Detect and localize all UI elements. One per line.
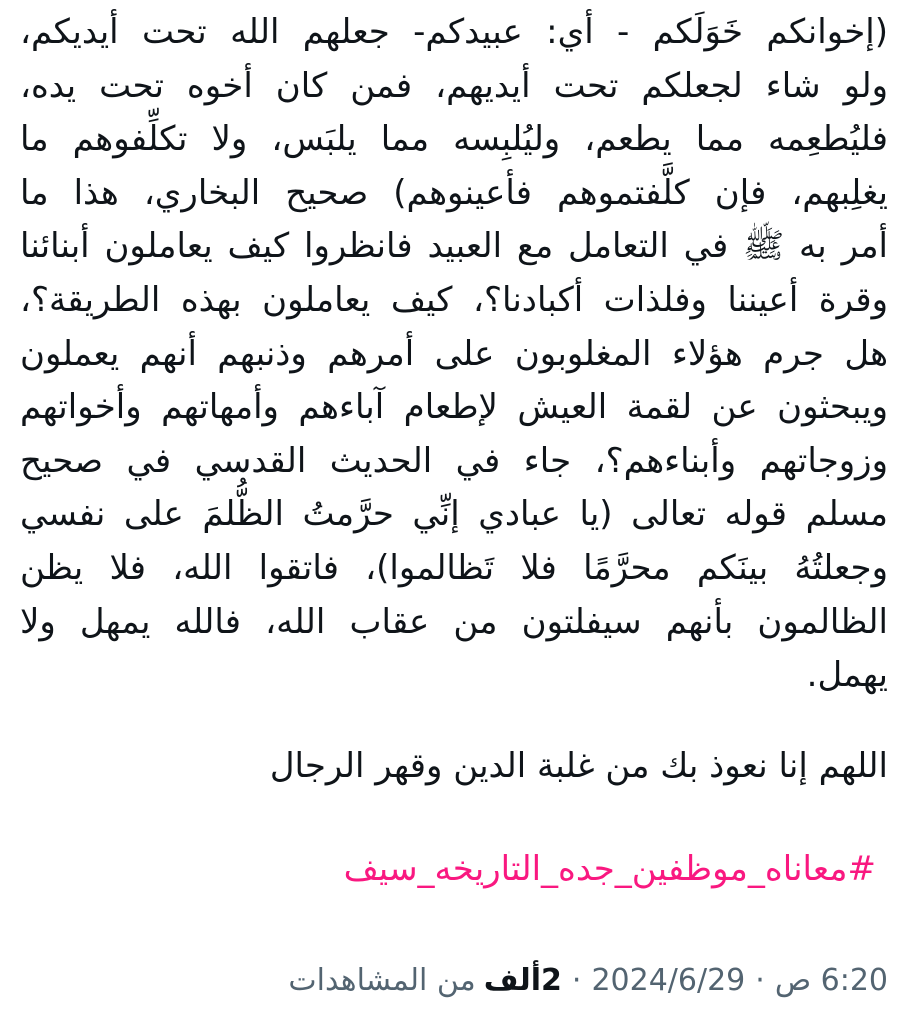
views-count: 2ألف bbox=[483, 963, 562, 998]
tweet-text-line: وجعلتُهُ بينَكم محرَّمًا فلا تَظالموا)، فاتقوا الله، فلا يظن bbox=[20, 547, 888, 588]
tweet-metadata bbox=[288, 958, 888, 1004]
tweet-text-line: فليُطعِمه مما يطعم، وليُلبِسه مما يلبَس، ولا تكلِّفوهم ما bbox=[20, 119, 888, 160]
tweet-date[interactable]: 2024/6/29 bbox=[591, 963, 746, 998]
tweet-text-line: يهمل. bbox=[806, 655, 888, 696]
views-label: من المشاهدات bbox=[288, 963, 476, 998]
tweet-text-line: وزوجاتهم وأبناءهم؟، جاء في الحديث القدسي في صحيح bbox=[20, 440, 888, 481]
tweet-text-line: يغلِبهم، فإن كلَّفتموهم فأعينوهم) صحيح البخاري، هذا ما bbox=[20, 172, 888, 213]
tweet-views bbox=[288, 958, 561, 1004]
tweet-text-line: هل جرم هؤلاء المغلوبون على أمرهم وذنبهم أنهم يعملون bbox=[20, 333, 888, 374]
meta-separator: · bbox=[755, 963, 765, 998]
tweet-text-line: ولو شاء لجعلكم تحت أيديهم، فمن كان أخوه تحت يده، bbox=[20, 65, 888, 106]
tweet-text-line: أمر به ﷺ في التعامل مع العبيد فانظروا كيف يعاملون أبنائنا bbox=[20, 226, 888, 267]
tweet-text-line: وقرة أعيننا وفلذات أكبادنا؟، كيف يعاملون بهذه الطريقة؟، bbox=[20, 279, 888, 320]
meta-separator: · bbox=[571, 963, 582, 998]
tweet-dua-line: اللهم إنا نعوذ بك من غلبة الدين وقهر الرجال bbox=[269, 746, 888, 786]
tweet-time[interactable]: 6:20 ص bbox=[774, 963, 888, 998]
tweet-text-line: الظالمون بأنهم سيفلتون من عقاب الله، فالله يمهل ولا bbox=[20, 601, 888, 642]
tweet-text-line: مسلم قوله تعالى (يا عبادي إنِّي حرَّمتُ الظُّلمَ على نفسي bbox=[20, 494, 888, 535]
tweet-text bbox=[20, 6, 888, 703]
tweet-text-line: ويبحثون عن لقمة العيش لإطعام آباءهم وأمهاتهم وأخواتهم bbox=[20, 387, 888, 428]
tweet-text-line: (إخوانكم خَوَلَكم - أي: عبيدكم- جعلهم الله تحت أيديكم، bbox=[20, 12, 888, 52]
hashtag-link[interactable]: #معاناه_موظفين_جده_التاريخه_سيف bbox=[343, 849, 876, 889]
